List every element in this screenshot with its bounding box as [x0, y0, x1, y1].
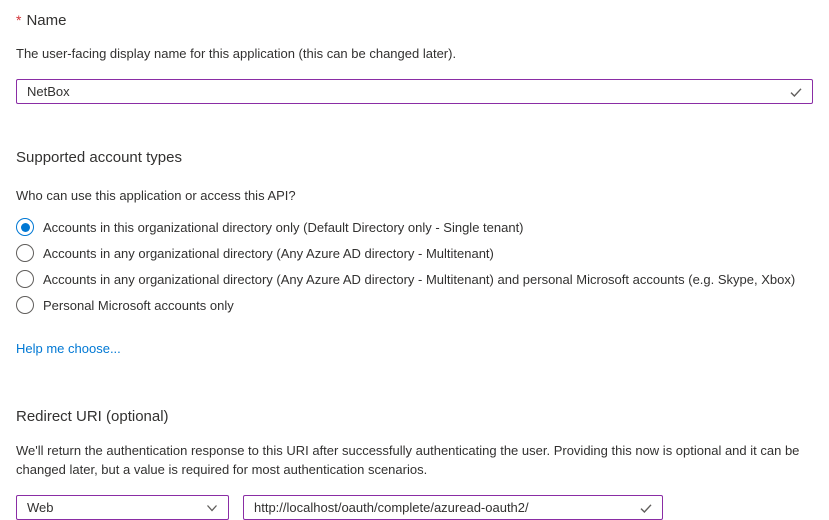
redirect-uri-section [16, 407, 813, 520]
account-types-question: Who can use this application or access this API? [16, 188, 296, 203]
radio-option-label: Accounts in any organizational directory (Any Azure AD directory - Multitenant) [43, 245, 494, 261]
name-input[interactable] [17, 80, 788, 103]
radio-option-label: Accounts in this organizational directory only (Default Directory only - Single tenant) [43, 219, 524, 235]
name-section [16, 10, 813, 104]
radio-option-label: Personal Microsoft accounts only [43, 297, 234, 313]
platform-select-value: Web [27, 500, 54, 515]
required-asterisk: * [16, 12, 22, 28]
chevron-down-icon [205, 501, 219, 515]
redirect-uri-description: We'll return the authentication response to this URI after successfully authenticating the user. Providing this now is optional and it can be changed later, but a value is required for most authentication scenarios. [16, 443, 800, 477]
radio-option-multitenant[interactable] [16, 240, 813, 266]
checkmark-icon [638, 500, 654, 516]
name-input-field[interactable] [16, 79, 813, 104]
platform-select[interactable] [16, 495, 229, 520]
radio-option-multitenant-personal[interactable] [16, 266, 813, 292]
account-types-title: Supported account types [16, 149, 182, 166]
name-title-text: Name [26, 12, 67, 29]
redirect-uri-title: Redirect URI (optional) [16, 408, 169, 425]
radio-button-icon[interactable] [16, 296, 34, 314]
supported-account-types-section [16, 148, 813, 358]
checkmark-icon [788, 84, 804, 100]
radio-option-label: Accounts in any organizational directory (Any Azure AD directory - Multitenant) and personal Microsoft accounts (e.g. Skype, Xbox) [43, 271, 796, 287]
account-types-radio-group [16, 214, 813, 318]
name-description: The user-facing display name for this application (this can be changed later). [16, 46, 457, 61]
radio-button-icon[interactable] [16, 218, 34, 236]
redirect-uri-input-field[interactable] [243, 495, 663, 520]
radio-button-icon[interactable] [16, 244, 34, 262]
radio-option-single-tenant[interactable] [16, 214, 813, 240]
radio-option-personal-only[interactable] [16, 292, 813, 318]
redirect-uri-row [16, 495, 813, 520]
help-me-choose-link[interactable]: Help me choose... [16, 341, 121, 356]
name-section-title [16, 10, 813, 31]
radio-button-icon[interactable] [16, 270, 34, 288]
